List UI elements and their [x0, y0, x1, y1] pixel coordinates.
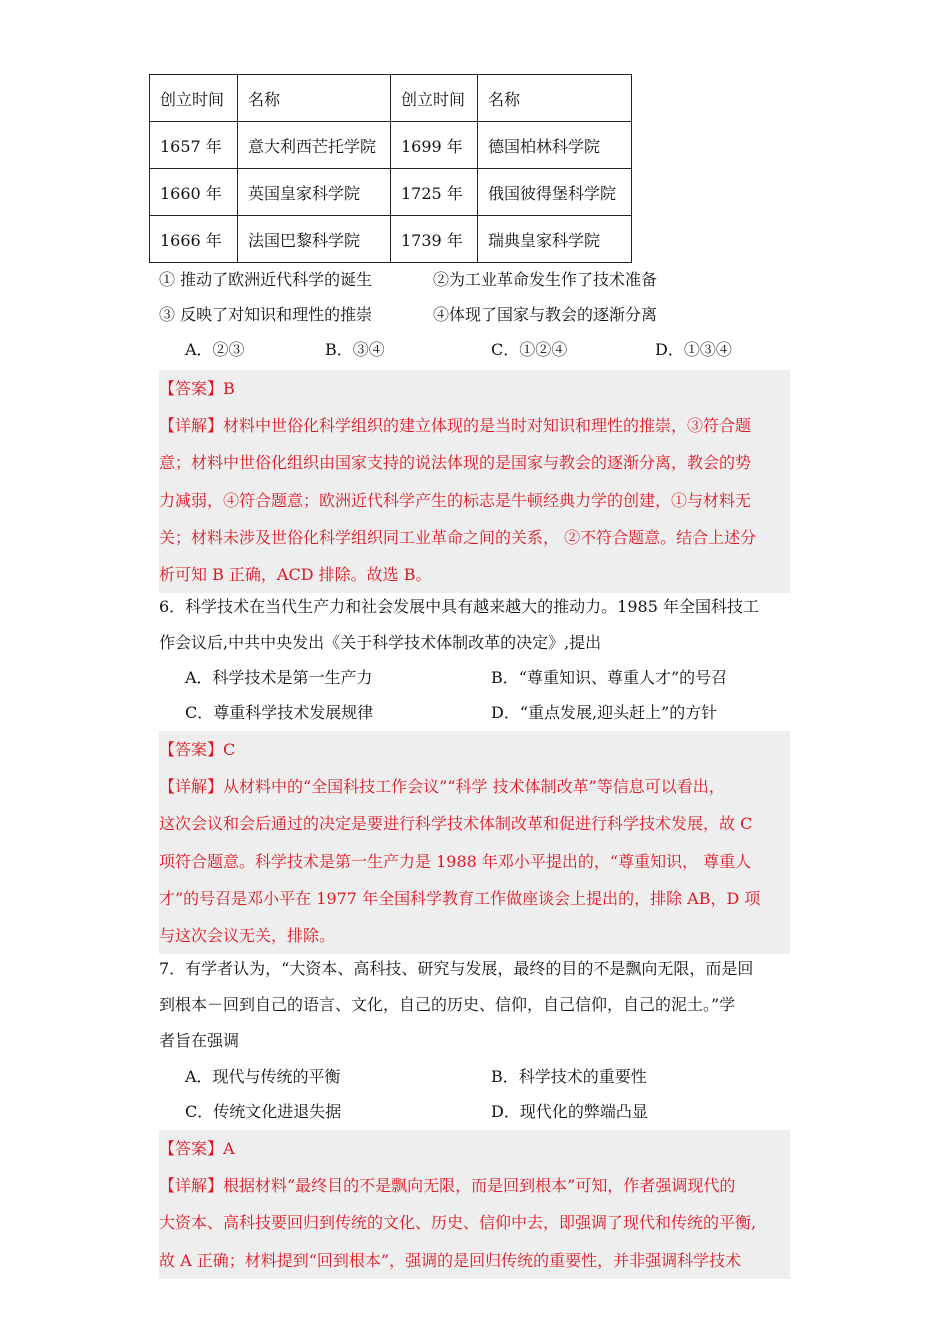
option-a: A．科学技术是第一生产力: [185, 668, 373, 687]
option-b: B．③④: [325, 340, 385, 359]
academy-table: [149, 74, 632, 263]
table-cell: 法国巴黎科学院: [238, 216, 391, 263]
table-cell: 俄国彼得堡科学院: [478, 169, 632, 216]
detail-line: 【详解】从材料中的“全国科技工作会议”“科学 技术体制改革”等信息可以看出，: [159, 777, 725, 797]
detail-line: 大资本、高科技要回归到传统的文化、历史、信仰中去，即强调了现代和传统的平衡,: [159, 1213, 757, 1233]
detail-line: 与这次会议无关，排除。: [159, 926, 336, 946]
table-header-cell: 名称: [478, 75, 632, 122]
table-header-row: [150, 75, 632, 122]
option-d: D．①③④: [655, 340, 732, 359]
table-cell: 瑞典皇家科学院: [478, 216, 632, 263]
table-cell: 1666 年: [150, 216, 238, 263]
option-a: A．现代与传统的平衡: [185, 1067, 341, 1086]
question-stem: 者旨在强调: [159, 1031, 240, 1050]
detail-line: 关；材料未涉及世俗化科学组织同工业革命之间的关系， ②不符合题意。结合上述分: [159, 527, 757, 547]
detail-line: 故 A 正确；材料提到“回到根本”，强调的是回归传统的重要性，并非强调科学技术: [159, 1250, 742, 1270]
detail-line: 【详解】材料中世俗化科学组织的建立体现的是当时对知识和理性的推崇，③符合题: [159, 416, 752, 436]
table-row: [150, 216, 632, 263]
option-c: C．传统文化进退失据: [185, 1102, 342, 1121]
table-cell: 1660 年: [150, 169, 238, 216]
table-cell: 德国柏林科学院: [478, 122, 632, 169]
table-row: [150, 122, 632, 169]
table-row: [150, 169, 632, 216]
detail-line: 项符合题意。科学技术是第一生产力是 1988 年邓小平提出的，“尊重知识， 尊重人: [159, 851, 752, 871]
option-b: B．科学技术的重要性: [491, 1067, 647, 1086]
question-stem: 作会议后,中共中央发出《关于科学技术体制改革的决定》,提出: [159, 633, 602, 652]
option-c: C．尊重科学技术发展规律: [185, 703, 374, 722]
detail-line: 【详解】根据材料“最终目的不是飘向无限，而是回到根本”可知，作者强调现代的: [159, 1176, 736, 1196]
option-c: C．①②④: [491, 340, 568, 359]
option-d: D．现代化的弊端凸显: [491, 1102, 648, 1121]
option-a: A．②③: [185, 340, 245, 359]
detail-line: 这次会议和会后通过的决定是要进行科学技术体制改革和促进行科学技术发展，故 C: [159, 814, 753, 834]
question-stem: 到根本－回到自己的语言、文化，自己的历史、信仰，自己信仰，自己的泥土。”学: [159, 995, 736, 1014]
table-header-cell: 名称: [238, 75, 391, 122]
table-cell: 1739 年: [391, 216, 478, 263]
answer-block: [159, 731, 790, 954]
detail-line: 才”的号召是邓小平在 1977 年全国科学教育工作做座谈会上提出的，排除 AB，D 项: [159, 888, 761, 908]
table-header-cell: 创立时间: [150, 75, 238, 122]
statement: ③ 反映了对知识和理性的推崇: [159, 305, 373, 324]
table-cell: 1657 年: [150, 122, 238, 169]
answer-label: 【答案】B: [159, 379, 235, 398]
question-stem: 6．科学技术在当代生产力和社会发展中具有越来越大的推动力。1985 年全国科技工: [159, 597, 759, 616]
table-cell: 英国皇家科学院: [238, 169, 391, 216]
table-cell: 意大利西芒托学院: [238, 122, 391, 169]
table-cell: 1725 年: [391, 169, 478, 216]
answer-block: [159, 1130, 790, 1279]
table-cell: 1699 年: [391, 122, 478, 169]
answer-label: 【答案】C: [159, 740, 236, 759]
statement: ④体现了国家与教会的逐渐分离: [433, 305, 658, 324]
table-header-cell: 创立时间: [391, 75, 478, 122]
detail-line: 力减弱，④符合题意；欧洲近代科学产生的标志是牛顿经典力学的创建，①与材料无: [159, 490, 752, 510]
option-d: D．“重点发展,迎头赶上”的方针: [491, 703, 718, 722]
statement: ②为工业革命发生作了技术准备: [433, 270, 658, 289]
detail-line: 析可知 B 正确，ACD 排除。故选 B。: [159, 565, 432, 585]
question-stem: 7．有学者认为，“大资本、高科技、研究与发展，最终的目的不是飘向无限，而是回: [159, 959, 754, 978]
option-b: B．“尊重知识、尊重人才”的号召: [491, 668, 728, 687]
answer-block: [159, 370, 790, 593]
answer-label: 【答案】A: [159, 1139, 235, 1158]
detail-line: 意；材料中世俗化组织由国家支持的说法体现的是国家与教会的逐渐分离，教会的势: [159, 453, 752, 473]
statement: ① 推动了欧洲近代科学的诞生: [159, 270, 373, 289]
